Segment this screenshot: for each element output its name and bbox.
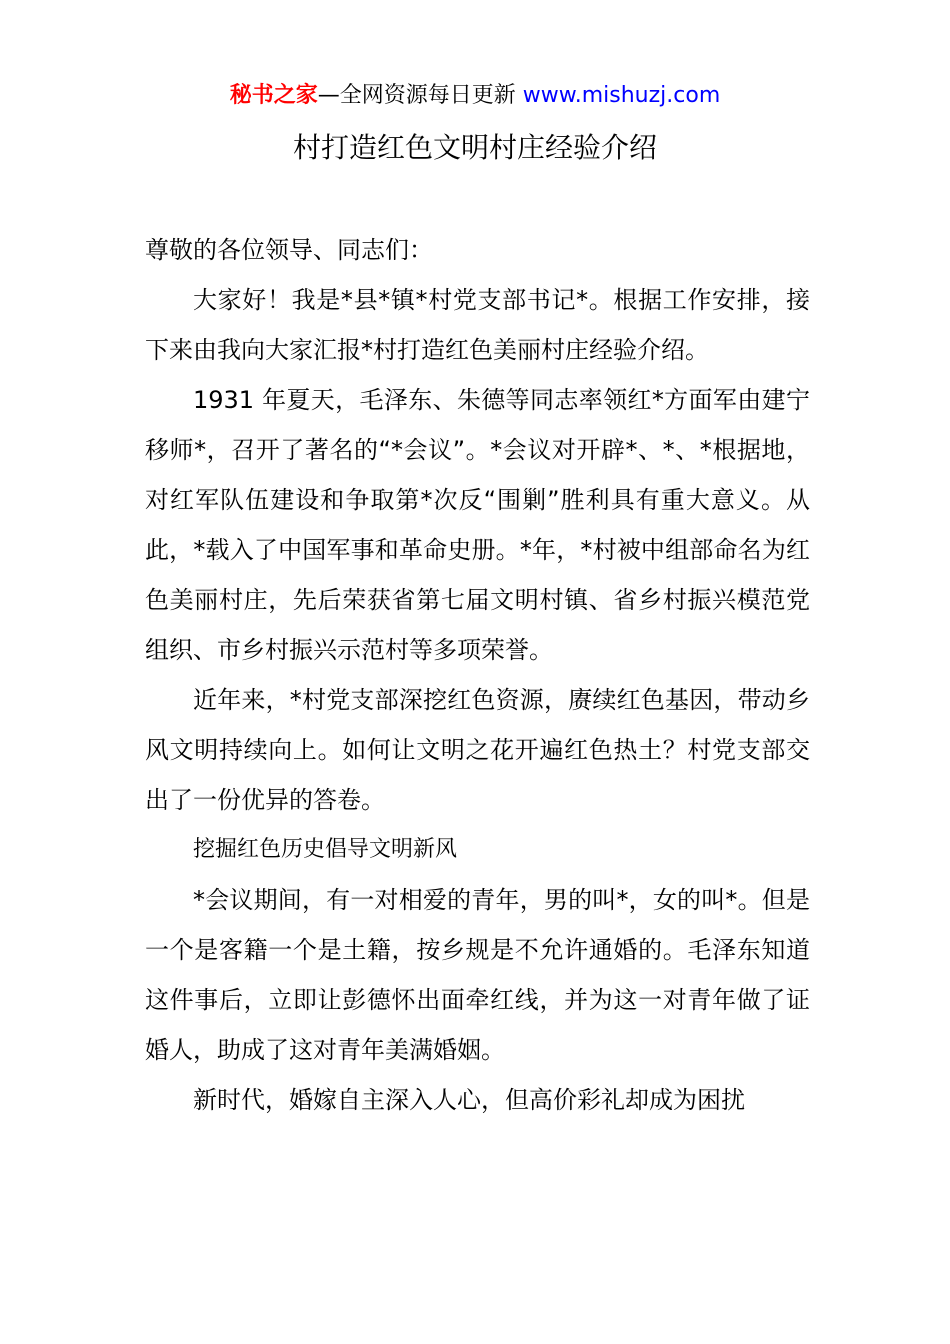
body-paragraph: 新时代，婚嫁自主深入人心，但高价彩礼却成为困扰 bbox=[193, 1086, 745, 1114]
site-url-link[interactable]: www.mishuzj.com bbox=[522, 83, 721, 108]
header-tagline: —全网资源每日更新 bbox=[317, 83, 523, 108]
body-paragraph: *会议期间，有一对相爱的青年，男的叫*，女的叫*。但是一个是客籍一个是土籍，按乡规是不允许通婚的。毛泽东知道这件事后，立即让彭德怀出面牵红线，并为这一对青年做了证婚人，助成了这对青年美满婚姻。 bbox=[145, 886, 810, 1064]
page-header bbox=[0, 80, 950, 112]
document-title: 村打造红色文明村庄经验介绍 bbox=[292, 131, 657, 164]
section-subheading: 挖掘红色历史倡导文明新风 bbox=[193, 837, 458, 862]
brand-name: 秘书之家 bbox=[229, 83, 318, 108]
body-paragraph: 1931 年夏天，毛泽东、朱德等同志率领红*方面军由建宁移师*，召开了著名的“*会议”。*会议对开辟*、*、*根据地，对红军队伍建设和争取第*次反“围剿”胜利具有重大意义。从此，*载入了中国军事和革命史册。*年，*村被中组部命名为红色美丽村庄，先后荣获省第七届文明村镇、省乡村振兴模范党组织、市乡村振兴示范村等多项荣誉。 bbox=[145, 386, 810, 664]
body-paragraph: 近年来，*村党支部深挖红色资源，赓续红色基因，带动乡风文明持续向上。如何让文明之花开遍红色热土？村党支部交出了一份优异的答卷。 bbox=[145, 686, 810, 814]
body-paragraph: 大家好！我是*县*镇*村党支部书记*。根据工作安排，接下来由我向大家汇报*村打造红色美丽村庄经验介绍。 bbox=[145, 286, 810, 364]
document-body bbox=[145, 225, 810, 1125]
salutation: 尊敬的各位领导、同志们： bbox=[145, 236, 433, 264]
